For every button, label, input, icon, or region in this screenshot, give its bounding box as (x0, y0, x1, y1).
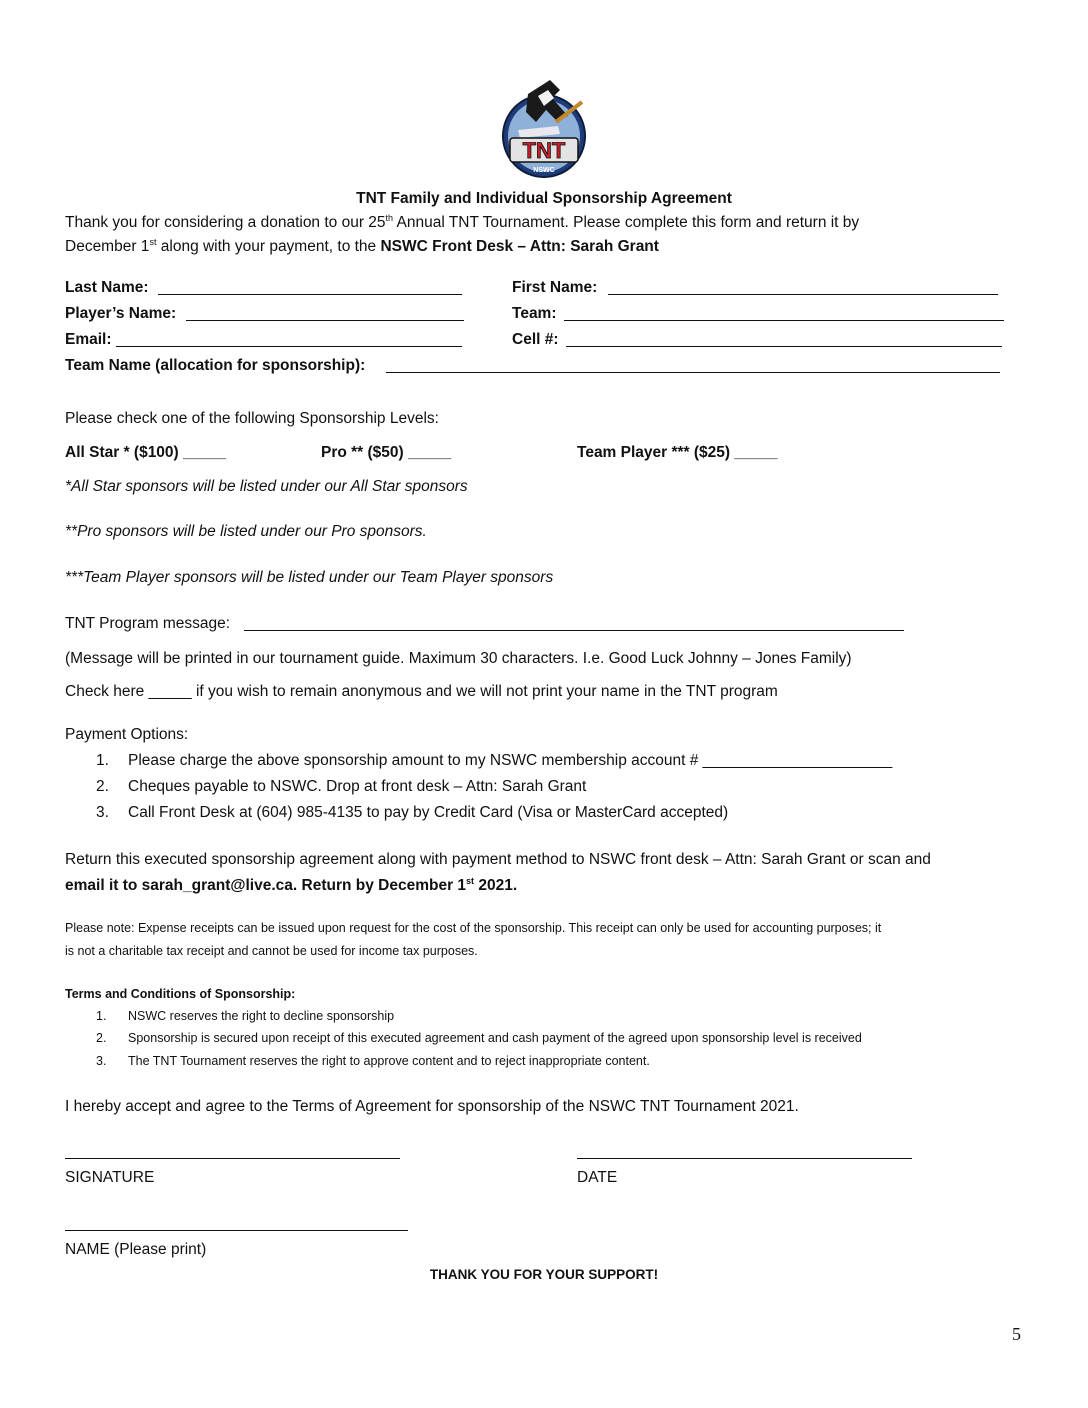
players-name-label: Player’s Name: (65, 305, 177, 322)
name-print-label: NAME (Please print) (65, 1241, 207, 1258)
team-name-allocation-field[interactable] (386, 372, 1000, 373)
intro-sup: st (149, 237, 157, 247)
program-message-label: TNT Program message: (65, 615, 231, 632)
signature-label: SIGNATURE (65, 1169, 155, 1186)
email-field[interactable] (116, 346, 462, 347)
intro-sup: th (385, 213, 394, 223)
page-number: 5 (1012, 1324, 1021, 1344)
payment-item-text: Call Front Desk at (604) 985-4135 to pay by Credit Card (Visa or MasterCard accepted) (128, 804, 729, 821)
acceptance-statement: I hereby accept and agree to the Terms of Agreement for sponsorship of the NSWC TNT Tournament 2021. (65, 1098, 799, 1115)
terms-item-text: Sponsorship is secured upon receipt of this executed agreement and cash payment of the agreed upon sponsorship level is received (128, 1031, 862, 1045)
program-message-note: (Message will be printed in our tournament guide. Maximum 30 characters. I.e. Good Luck Johnny – Jones Family) (65, 650, 852, 667)
levels-prompt: Please check one of the following Sponsorship Levels: (65, 410, 439, 427)
team-name-allocation-label: Team Name (allocation for sponsorship): (65, 357, 366, 374)
payment-item-num: 2. (96, 778, 109, 795)
payment-heading: Payment Options: (65, 726, 189, 743)
name-print-field[interactable] (65, 1230, 408, 1231)
intro-line-2 (65, 238, 659, 256)
note-pro: **Pro sponsors will be listed under our Pro sponsors. (65, 523, 427, 540)
return-sup: st (466, 876, 475, 886)
intro-text: Annual TNT Tournament. Please complete this form and return it by (393, 214, 860, 231)
terms-heading: Terms and Conditions of Sponsorship: (65, 987, 296, 1001)
last-name-label: Last Name: (65, 279, 149, 296)
level-pro[interactable]: Pro ** ($50) _____ (321, 444, 452, 461)
intro-text: Thank you for considering a donation to our 25 (65, 214, 386, 231)
receipt-note-line-1: Please note: Expense receipts can be issued upon request for the cost of the sponsorship. This receipt can only be used for accounting purposes; it (65, 921, 882, 935)
first-name-field[interactable] (608, 294, 998, 295)
anonymous-option[interactable]: Check here _____ if you wish to remain anonymous and we will not print your name in the TNT program (65, 683, 778, 700)
program-message-field[interactable] (244, 630, 904, 631)
cell-label: Cell #: (512, 331, 559, 348)
note-all-star: *All Star sponsors will be listed under our All Star sponsors (65, 478, 468, 495)
svg-text:NSWC: NSWC (533, 167, 555, 174)
return-line-2 (65, 877, 517, 895)
date-field[interactable] (577, 1158, 912, 1159)
level-team-player[interactable]: Team Player *** ($25) _____ (577, 444, 778, 461)
last-name-field[interactable] (158, 294, 462, 295)
intro-text: along with your payment, to the (156, 238, 381, 255)
note-team-player: ***Team Player sponsors will be listed under our Team Player sponsors (65, 569, 554, 586)
intro-line-1 (65, 214, 859, 232)
players-name-field[interactable] (186, 320, 464, 321)
signature-field[interactable] (65, 1158, 400, 1159)
return-text: 2021. (474, 877, 518, 894)
first-name-label: First Name: (512, 279, 598, 296)
terms-item-num: 1. (96, 1009, 107, 1023)
svg-text:TNT: TNT (522, 138, 566, 163)
page-title: TNT Family and Individual Sponsorship Agreement (356, 190, 732, 207)
return-line-1: Return this executed sponsorship agreement along with payment method to NSWC front desk – Attn: Sarah Grant or scan and (65, 851, 931, 868)
team-field[interactable] (564, 320, 1004, 321)
date-label: DATE (577, 1169, 618, 1186)
terms-item-num: 2. (96, 1031, 107, 1045)
intro-text: December 1 (65, 238, 150, 255)
return-text: email it to sarah_grant@live.ca. Return by December 1 (65, 877, 467, 894)
terms-item-num: 3. (96, 1054, 107, 1068)
email-label: Email: (65, 331, 112, 348)
terms-item-text: NSWC reserves the right to decline sponsorship (128, 1009, 395, 1023)
payment-item-text: Please charge the above sponsorship amount to my NSWC membership account # ______________________ (128, 752, 893, 769)
tnt-logo (498, 76, 590, 182)
receipt-note-line-2: is not a charitable tax receipt and cannot be used for income tax purposes. (65, 944, 478, 958)
cell-field[interactable] (566, 346, 1002, 347)
team-label: Team: (512, 305, 557, 322)
intro-bold: NSWC Front Desk – Attn: Sarah Grant (380, 238, 659, 255)
payment-item-text: Cheques payable to NSWC. Drop at front desk – Attn: Sarah Grant (128, 778, 587, 795)
payment-item-num: 1. (96, 752, 109, 769)
thank-you: THANK YOU FOR YOUR SUPPORT! (429, 1267, 659, 1282)
level-all-star[interactable]: All Star * ($100) _____ (65, 444, 227, 461)
terms-item-text: The TNT Tournament reserves the right to approve content and to reject inappropriate content. (128, 1054, 650, 1068)
payment-item-num: 3. (96, 804, 109, 821)
